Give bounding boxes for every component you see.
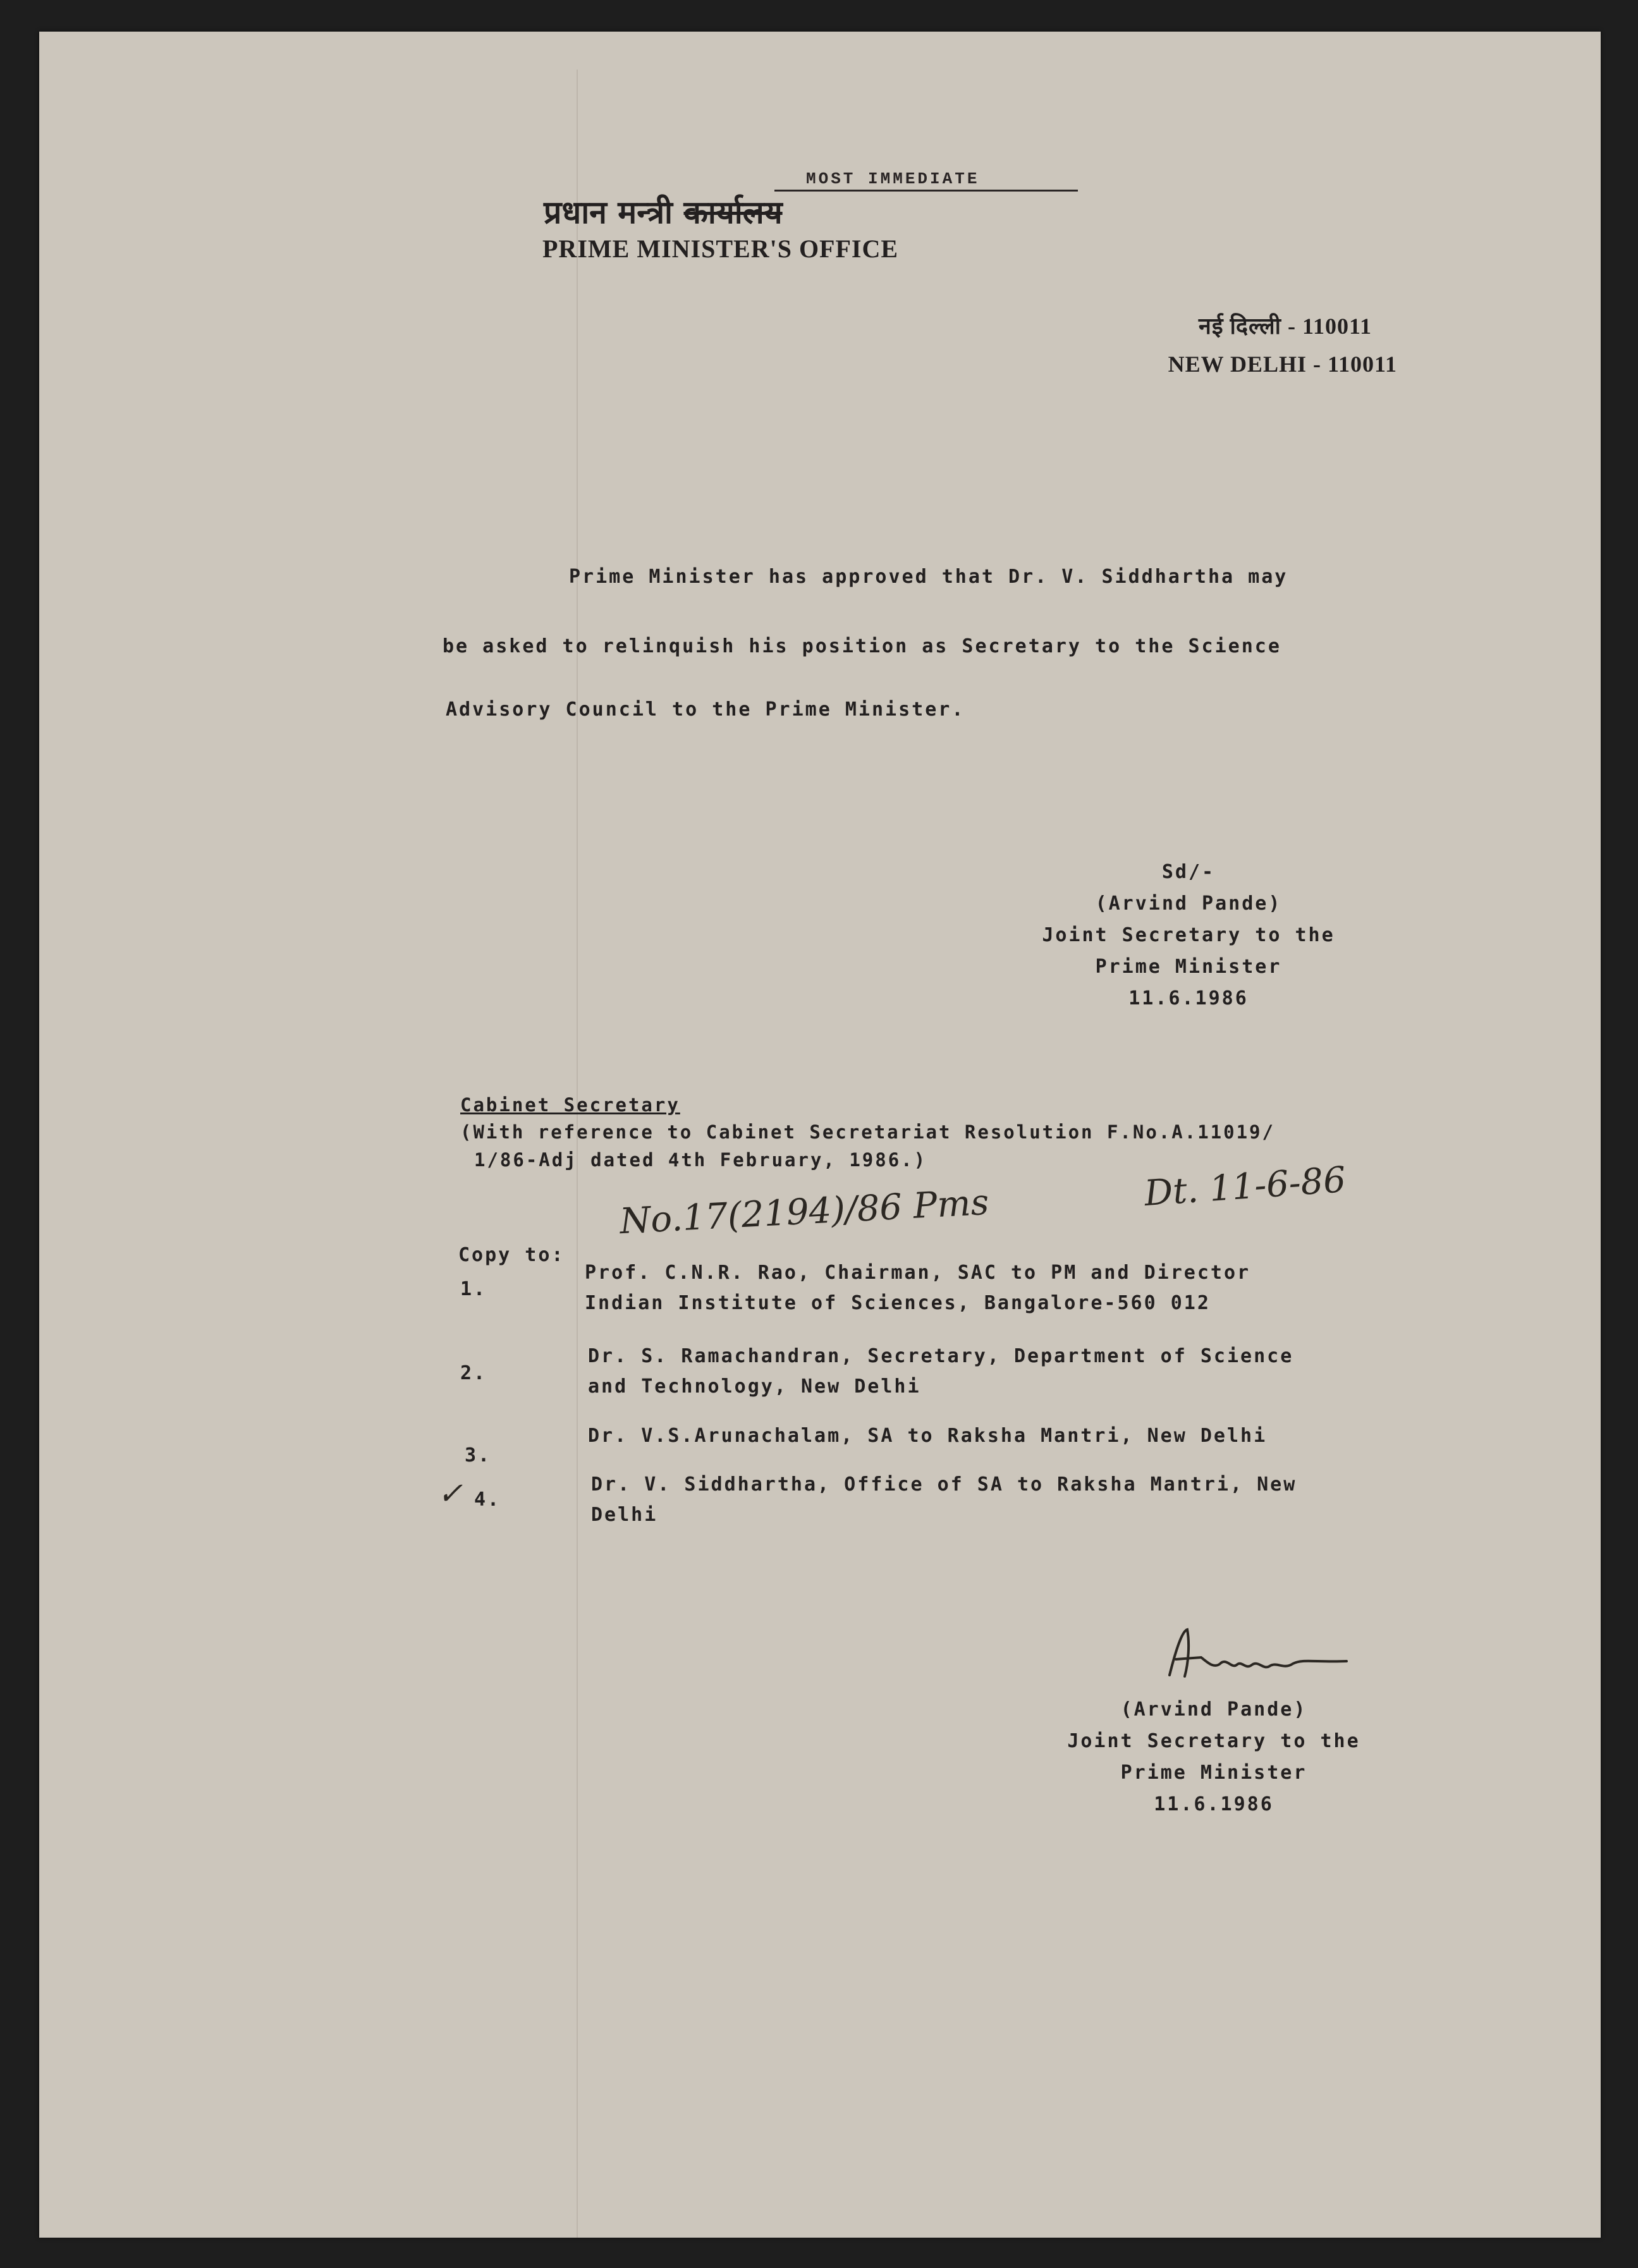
copy-item-4: [591, 1470, 1297, 1530]
signature-block-1: [1012, 857, 1366, 1015]
signatory-2-name: (Arvind Pande): [1120, 1698, 1307, 1721]
body-line-2: be asked to relinquish his position as Secretary to the Science: [443, 635, 1281, 657]
hindi-office-title: [544, 190, 783, 233]
handwritten-tick-mark: ✓: [437, 1476, 463, 1511]
copy-item-3: [588, 1421, 1267, 1451]
copy-item-4-line-1: Dr. V. Siddhartha, Office of SA to Raksha Mantri, New: [591, 1473, 1297, 1496]
copy-item-1-number: 1.: [460, 1278, 487, 1300]
copy-item-2-line-2: and Technology, New Delhi: [588, 1375, 921, 1398]
sd-mark: Sd/-: [1161, 861, 1216, 883]
copy-item-4-number: 4.: [474, 1489, 501, 1511]
signatory-name: (Arvind Pande): [1095, 893, 1282, 915]
addressee-cabinet-secretary: Cabinet Secretary: [460, 1094, 680, 1116]
signatory-2-title-2: Prime Minister: [1120, 1762, 1307, 1784]
handwritten-file-number: No.17(2194)/86 Pms: [618, 1181, 990, 1243]
handwritten-date: Dt. 11-6-86: [1143, 1159, 1347, 1215]
copy-to-label: Copy to:: [458, 1244, 565, 1266]
signature-scrawl: [1157, 1625, 1359, 1694]
copy-item-2: [588, 1341, 1293, 1402]
copy-item-4-line-2: Delhi: [591, 1504, 658, 1526]
copy-item-3-line-1: Dr. V.S.Arunachalam, SA to Raksha Mantri, New Delhi: [588, 1425, 1268, 1447]
reference-line-1: (With reference to Cabinet Secretariat Resolution F.No.A.11019/: [460, 1121, 1275, 1143]
copy-item-1-line-1: Prof. C.N.R. Rao, Chairman, SAC to PM and Director: [585, 1262, 1251, 1284]
body-line-1: Prime Minister has approved that Dr. V. Siddhartha may: [569, 566, 1288, 588]
signatory-title-1: Joint Secretary to the: [1042, 924, 1335, 946]
english-office-title: PRIME MINISTER'S OFFICE: [542, 235, 899, 263]
copy-item-2-line-1: Dr. S. Ramachandran, Secretary, Department of Science: [588, 1345, 1294, 1367]
most-immediate-stamp: MOST IMMEDIATE: [806, 169, 980, 188]
reference-line-2: 1/86-Adj dated 4th February, 1986.): [474, 1149, 927, 1171]
copy-item-3-number: 3.: [465, 1444, 492, 1466]
hindi-address: नई दिल्ली - 110011: [1198, 314, 1372, 339]
copy-item-2-number: 2.: [460, 1362, 487, 1384]
copy-item-1: [585, 1258, 1250, 1319]
signatory-2-title-1: Joint Secretary to the: [1067, 1730, 1360, 1752]
handwritten-signature: [1157, 1625, 1359, 1697]
hindi-office-text: प्रधान मन्त्री: [544, 193, 673, 231]
signature-date: 11.6.1986: [1128, 987, 1249, 1009]
signature-block-2: [1037, 1694, 1391, 1820]
hindi-office-struck-text: कार्यालय: [683, 193, 783, 231]
copy-item-1-line-2: Indian Institute of Sciences, Bangalore-560 012: [585, 1292, 1211, 1314]
signatory-title-2: Prime Minister: [1095, 956, 1282, 978]
signature-2-date: 11.6.1986: [1154, 1793, 1274, 1815]
body-line-3: Advisory Council to the Prime Minister.: [446, 698, 965, 721]
stamp-underline: [774, 190, 1078, 192]
english-address: NEW DELHI - 110011: [1168, 351, 1397, 377]
